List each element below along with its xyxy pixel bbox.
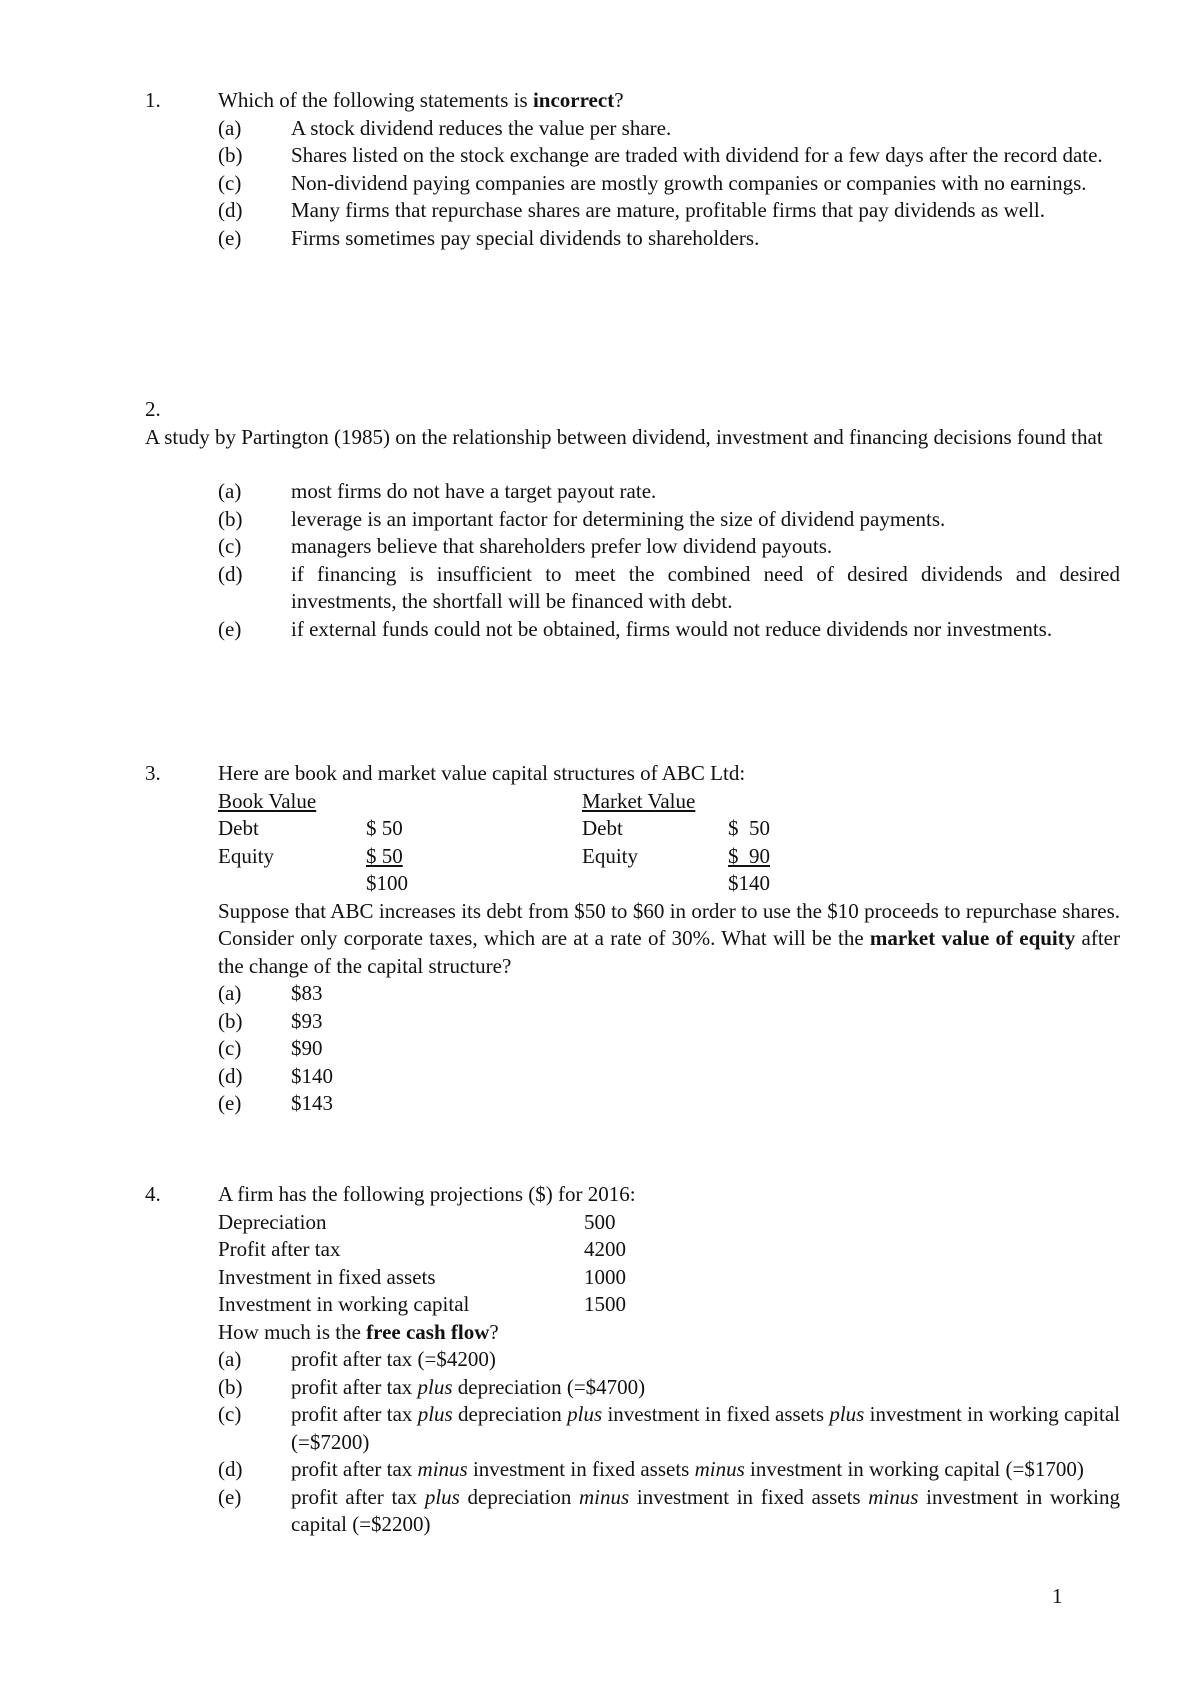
market-total: $140 [728, 871, 770, 895]
question-2 [145, 396, 1120, 643]
option-d: (d) profit after tax minus investment in fixed assets minus investment in working capital (=$1700) [218, 1457, 1084, 1481]
option-b: (b) profit after tax plus depreciation (=$4700) [218, 1374, 646, 1399]
projection-label: Investment in fixed assets [218, 1264, 436, 1289]
option-a: (a) profit after tax (=$4200) [218, 1347, 496, 1371]
question-stem: Which of the following statements is incorrect? [218, 88, 624, 112]
option-b: (b) leverage is an important factor for determining the size of dividend payments. [218, 506, 946, 531]
book-equity-value: $ 50 [366, 843, 403, 868]
option-b: (b) Shares listed on the stock exchange are traded with dividend for a few days after the record date. [218, 143, 1103, 167]
projection-value: 1500 [584, 1292, 626, 1316]
option-c: (c) Non-dividend paying companies are mostly growth companies or companies with no earnings. [218, 170, 1087, 195]
option-c: (c) profit after tax plus depreciation plus investment in fixed assets plus investment in working capital (=$7200) [218, 1402, 1121, 1454]
projection-label: Profit after tax [218, 1237, 341, 1261]
projection-label: Depreciation [218, 1209, 327, 1234]
question-number: 2. [145, 397, 161, 421]
market-value-heading: Market Value [582, 788, 696, 813]
projections-table [218, 1209, 1120, 1319]
option-a: (a) most firms do not have a target payout rate. [218, 479, 657, 503]
projection-value: 1000 [584, 1264, 626, 1289]
option-b: (b) $93 [218, 1008, 323, 1033]
option-d: (d) Many firms that repurchase shares are mature, profitable firms that pay dividends as well. [218, 198, 1046, 222]
question-3 [145, 760, 1120, 1118]
projection-label: Investment in working capital [218, 1292, 470, 1316]
page-number: 1 [1052, 1584, 1063, 1608]
book-debt-value: $ 50 [366, 816, 403, 840]
question-stem: Suppose that ABC increases its debt from $50 to $60 in order to use the $10 proceeds to repurchase shares. Consider only corporate taxes, which are at a rate of 30%. What will be the market value of equity after the change of the capital structure? [218, 898, 1120, 978]
market-debt-label: Debt [582, 816, 623, 840]
question-intro: Here are book and market value capital structures of ABC Ltd: [218, 761, 746, 785]
option-c: (c) managers believe that shareholders prefer low dividend payouts. [218, 534, 833, 558]
market-equity-label: Equity [582, 843, 638, 868]
question-intro: A firm has the following projections ($) for 2016: [218, 1182, 636, 1206]
option-d: (d) if financing is insufficient to meet the combined need of desired dividends and desired investments, the shortfall will be financed with debt. [218, 561, 1120, 613]
book-equity-label: Equity [218, 843, 274, 868]
option-e: (e) if external funds could not be obtained, firms would not reduce dividends nor investments. [218, 616, 1053, 641]
option-d: (d) $140 [218, 1063, 333, 1088]
book-debt-label: Debt [218, 816, 259, 840]
question-stem: How much is the free cash flow? [218, 1319, 499, 1344]
market-debt-value: $ 50 [728, 816, 770, 840]
option-e: (e) profit after tax plus depreciation minus investment in fixed assets minus investment in working capital (=$2200) [218, 1484, 1120, 1536]
market-equity-value: $ 90 [728, 843, 770, 868]
projection-value: 500 [584, 1209, 616, 1234]
question-number: 3. [145, 761, 161, 785]
capital-structure-table [218, 788, 1120, 898]
question-number: 4. [145, 1182, 161, 1206]
option-c: (c) $90 [218, 1036, 323, 1060]
question-1 [145, 87, 1120, 252]
option-e: (e) $143 [218, 1091, 333, 1115]
question-4 [145, 1181, 1120, 1539]
question-number: 1. [145, 88, 161, 112]
question-stem: A study by Partington (1985) on the relationship between dividend, investment and financing decisions found that [145, 424, 1103, 449]
book-total: $100 [366, 871, 408, 895]
projection-value: 4200 [584, 1237, 626, 1261]
book-value-heading: Book Value [218, 788, 317, 813]
option-a: (a) $83 [218, 981, 323, 1005]
option-e: (e) Firms sometimes pay special dividends to shareholders. [218, 225, 760, 250]
option-a: (a) A stock dividend reduces the value per share. [218, 115, 672, 140]
